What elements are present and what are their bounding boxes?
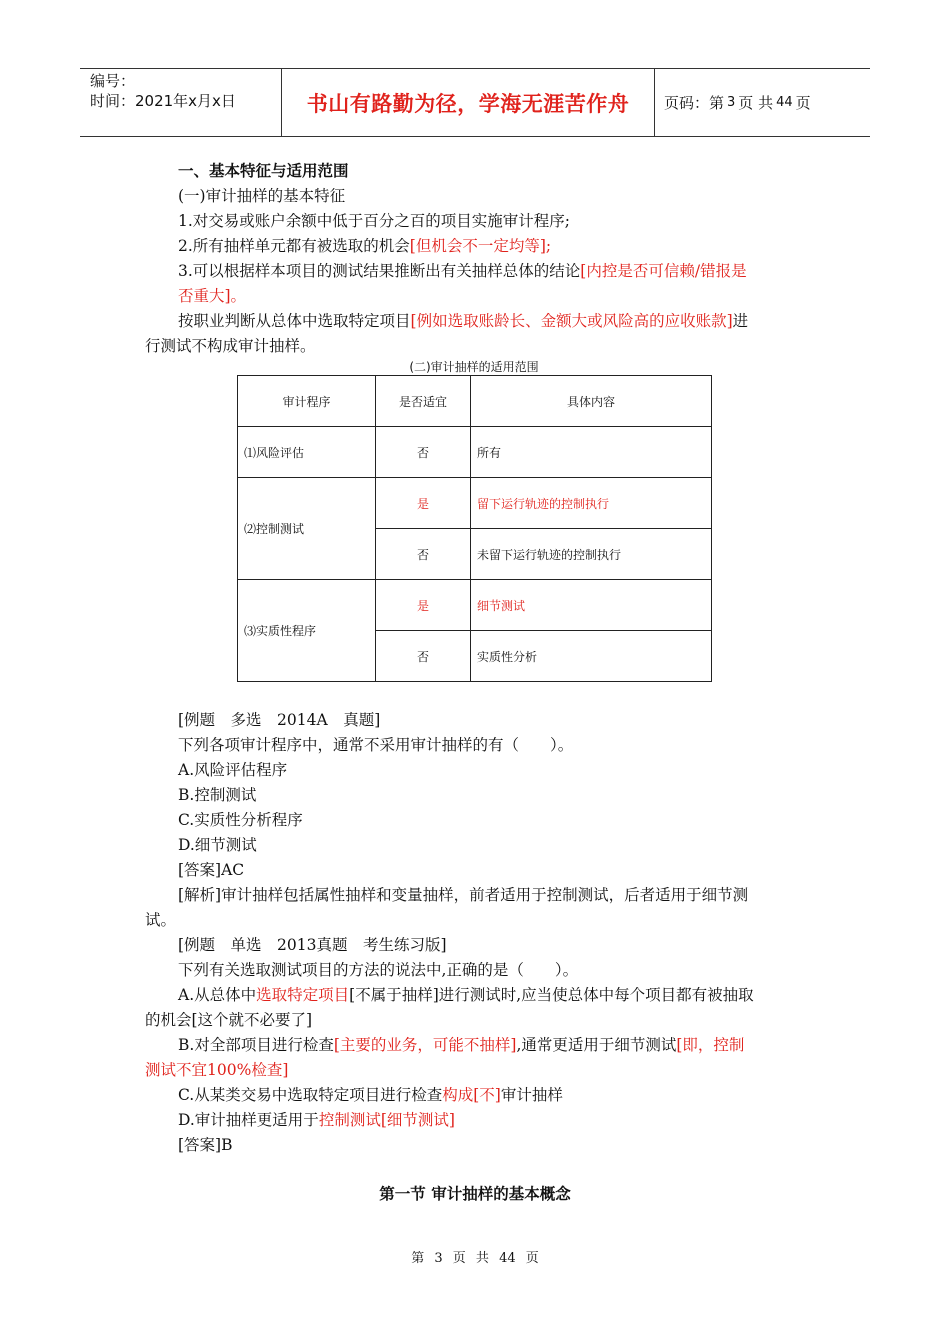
example1-option-b: B.控制测试 [178,786,257,804]
example1-analysis-cont: 试。 [145,911,177,929]
header-meta [90,71,280,111]
header-page-suffix: 页 [795,94,811,112]
option-a-highlight: 选取特定项目 [256,986,350,1004]
option-c-text-end: 审计抽样 [500,1086,563,1104]
section-heading: 一、基本特征与适用范围 [178,162,349,180]
procedure-substantive: ⑶实质性程序 [238,580,376,682]
example2-option-b-cont: 测试不宜100%检查] [145,1061,289,1079]
feature-item-1: 1.对交易或账户余额中低于百分之百的项目实施审计程序; [178,212,571,230]
applicable-cell: 否 [376,427,471,478]
feature-item-2-text: 2.所有抽样单元都有被选取的机会 [178,237,410,255]
option-a-text: A.从总体中 [178,986,257,1004]
feature-item-2-note: [但机会不一定均等]; [409,237,552,255]
example1-analysis: [解析]审计抽样包括属性抽样和变量抽样，前者适用于控制测试，后者适用于细节测 [178,886,749,904]
judgment-text: 按职业判断从总体中选取特定项目 [178,312,411,330]
example2-option-a-cont: 的机会[这个就不必要了] [145,1011,313,1029]
header-motto: 书山有路勤为径，学海无涯苦作舟 [306,91,630,116]
header-page-prefix: 页码：第 [664,94,725,112]
feature-item-3-text: 3.可以根据样本项目的测试结果推断出有关抽样总体的结论 [178,262,581,280]
example2-option-d [178,1109,455,1131]
header-page-mid: 页 共 [738,94,774,112]
feature-item-2 [178,235,551,257]
option-c-text: C.从某类交易中选取特定项目进行检查 [178,1086,443,1104]
example1-option-d: D.细节测试 [178,836,257,854]
procedure-control-test: ⑵控制测试 [238,478,376,580]
feature-item-3-note-cont: 否重大]。 [178,287,247,305]
content-cell: 细节测试 [471,580,712,631]
table-header-content: 具体内容 [471,376,712,427]
table-caption: (二)审计抽样的适用范围 [409,360,539,374]
option-c-highlight: 构成[不] [442,1086,501,1104]
judgment-text-end: 进 [732,312,749,330]
content-cell: 未留下运行轨迹的控制执行 [471,529,712,580]
procedure-risk-assessment: ⑴风险评估 [238,427,376,478]
option-a-text-end: [不属于抽样]进行测试时,应当使总体中每个项目都有被抽取 [349,986,754,1004]
header-divider [654,69,655,136]
feature-item-3 [178,260,747,282]
table-row [238,580,712,631]
header-page-info [664,69,811,136]
footer-suffix: 页 [525,1251,539,1266]
page-header [80,68,870,137]
example2-question: 下列有关选取测试项目的方法的说法中,正确的是（ ）。 [178,961,579,979]
table-row [238,427,712,478]
scope-table [237,375,712,682]
page-footer [0,1247,950,1266]
footer-prefix: 第 [411,1251,425,1266]
table-header-applicable: 是否适宜 [376,376,471,427]
footer-mid: 页 共 [452,1251,489,1266]
example1-option-a: A.风险评估程序 [178,761,288,779]
example1-title: [例题 多选 2014A 真题] [178,711,381,729]
example1-question: 下列各项审计程序中，通常不采用审计抽样的有（ ）。 [178,736,574,754]
applicable-cell: 是 [376,580,471,631]
option-b-note: [即，控制 [676,1036,745,1054]
header-number-label: 编号： [90,72,136,90]
example2-option-c [178,1084,563,1106]
feature-item-3-note: [内控是否可信赖/错报是 [580,262,747,280]
table-row [238,478,712,529]
applicable-cell: 否 [376,529,471,580]
sub-heading: (一)审计抽样的基本特征 [178,187,346,205]
judgment-note: [例如选取账龄长、金额大或风险高的应收账款] [410,312,733,330]
option-d-highlight: 控制测试[细节测试] [318,1111,455,1129]
content-cell: 实质性分析 [471,631,712,682]
applicable-cell: 是 [376,478,471,529]
header-date-label: 时间：2021年x月x日 [90,92,236,110]
example1-option-c: C.实质性分析程序 [178,811,303,829]
header-page-current: 3 [727,95,736,110]
header-page-total: 44 [776,95,793,110]
table-header-row [238,376,712,427]
footer-page-total: 44 [499,1251,516,1266]
option-b-highlight: [主要的业务，可能不抽样] [333,1036,517,1054]
judgment-paragraph-cont: 行测试不构成审计抽样。 [145,337,316,355]
applicable-cell: 否 [376,631,471,682]
option-d-text: D.审计抽样更适用于 [178,1111,319,1129]
section-title: 第一节 审计抽样的基本概念 [379,1185,571,1203]
option-b-text: B.对全部项目进行检查 [178,1036,334,1054]
option-b-text-mid: ,通常更适用于细节测试 [516,1036,677,1054]
example2-option-b [178,1034,744,1056]
example1-answer: [答案]AC [178,861,245,879]
content-cell: 所有 [471,427,712,478]
footer-page-current: 3 [434,1251,443,1266]
example2-option-a [178,984,754,1006]
judgment-paragraph [178,310,748,332]
content-cell: 留下运行轨迹的控制执行 [471,478,712,529]
example2-title: [例题 单选 2013真题 考生练习版] [178,936,447,954]
example2-answer: [答案]B [178,1136,233,1154]
table-header-procedure: 审计程序 [238,376,376,427]
